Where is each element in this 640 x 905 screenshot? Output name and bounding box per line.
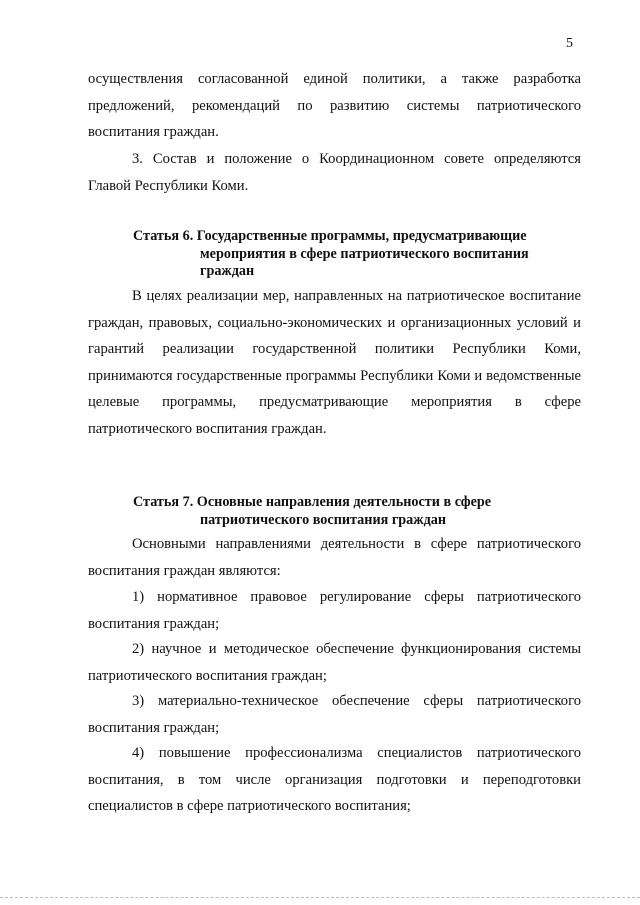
paragraph-main-directions: Основными направлениями деятельности в сфере патриотического воспитания граждан являются: xyxy=(88,536,581,579)
article-6-heading-line-3: граждан xyxy=(200,263,255,279)
list-item-2: 2) научное и методическое обеспечение функционирования системы патриотического воспитания граждан; xyxy=(88,641,581,684)
list-item-4: 4) повышение профессионализма специалистов патриотического воспитания, в том числе организация подготовки и переподготовки специалистов в сфере патриотического воспитания; xyxy=(88,745,581,814)
article-6-heading-line-1: Статья 6. Государственные программы, предусматривающие xyxy=(133,228,527,244)
article-7-heading-line-1: Статья 7. Основные направления деятельности в сфере xyxy=(133,494,492,510)
list-item-1: 1) нормативное правовое регулирование сферы патриотического воспитания граждан; xyxy=(88,589,581,632)
paragraph-continuation: осуществления согласованной единой политики, а также разработка предложений, рекомендаций по развитию системы патриотического воспитания граждан. xyxy=(88,71,581,140)
article-6-heading xyxy=(133,228,529,281)
paragraph-state-programs: В целях реализации мер, направленных на патриотическое воспитание граждан, правовых, социально-экономических и организационных условий и гарантий реализации государственной политики Республики Коми, принимаются государственные программы Республики Коми и ведомственные целевые программы, предусматривающие мероприятия в сфере патриотического воспитания граждан. xyxy=(88,288,581,437)
scan-edge-line xyxy=(0,897,640,898)
article-7-heading-line-2: патриотического воспитания граждан xyxy=(200,511,447,528)
paragraph-coordination-council: 3. Состав и положение о Координационном совете определяются Главой Республики Коми. xyxy=(88,151,581,194)
article-7-heading xyxy=(133,494,491,529)
article-6-heading-line-2: мероприятия в сфере патриотического воспитания xyxy=(200,245,529,262)
list-item-3: 3) материально-техническое обеспечение сферы патриотического воспитания граждан; xyxy=(88,693,581,736)
page-number: 5 xyxy=(566,36,573,51)
